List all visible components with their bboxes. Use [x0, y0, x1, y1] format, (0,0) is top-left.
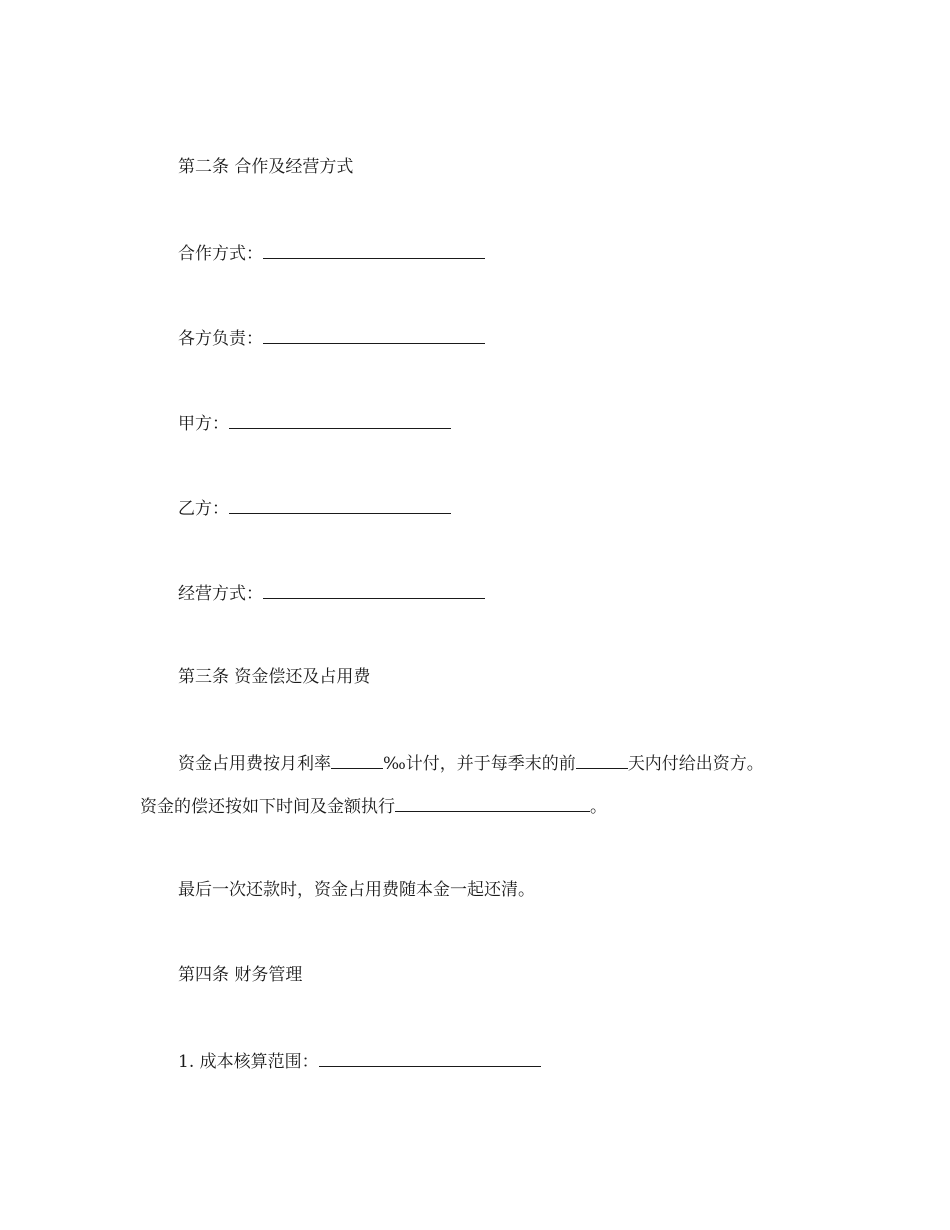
fee-rate-row	[178, 750, 764, 776]
article-3-heading	[178, 665, 370, 689]
party-b-row	[178, 495, 451, 521]
final-payment-text: 最后一次还款时，资金占用费随本金一起还清。	[178, 880, 535, 900]
cost-scope-row	[178, 1048, 541, 1074]
responsibilities-blank[interactable]	[263, 325, 485, 344]
fee-text-2: ‰计付，并于每季末的前	[383, 754, 576, 774]
monthly-rate-blank[interactable]	[331, 750, 383, 769]
party-a-row	[178, 410, 451, 436]
repay-text-2: 。	[590, 797, 607, 817]
repayment-row	[140, 793, 607, 819]
operation-mode-blank[interactable]	[263, 580, 485, 599]
article-2-heading-text: 第二条 合作及经营方式	[178, 157, 354, 177]
party-a-label: 甲方：	[178, 414, 229, 434]
fee-text-3: 天内付给出资方。	[627, 754, 764, 774]
final-payment-row	[178, 878, 535, 902]
days-blank[interactable]	[576, 750, 628, 769]
cooperation-mode-blank[interactable]	[263, 240, 485, 259]
repay-text-1: 资金的偿还按如下时间及金额执行	[140, 797, 395, 817]
article-4-heading-text: 第四条 财务管理	[178, 965, 303, 985]
cost-scope-label: 1. 成本核算范围：	[178, 1052, 319, 1072]
party-a-blank[interactable]	[229, 410, 451, 429]
cooperation-mode-label: 合作方式：	[178, 244, 263, 264]
article-3-heading-text: 第三条 资金偿还及占用费	[178, 667, 371, 687]
operation-mode-row	[178, 580, 485, 606]
repayment-schedule-blank[interactable]	[395, 793, 590, 812]
fee-text-1: 资金占用费按月利率	[178, 754, 331, 774]
party-b-label: 乙方：	[178, 499, 229, 519]
party-b-blank[interactable]	[229, 495, 451, 514]
article-2-heading	[178, 155, 353, 179]
cost-scope-blank[interactable]	[319, 1048, 541, 1067]
cooperation-mode-row	[178, 240, 485, 266]
article-4-heading	[178, 963, 302, 987]
responsibilities-row	[178, 325, 485, 351]
operation-mode-label: 经营方式：	[178, 584, 263, 604]
responsibilities-label: 各方负责：	[178, 329, 263, 349]
